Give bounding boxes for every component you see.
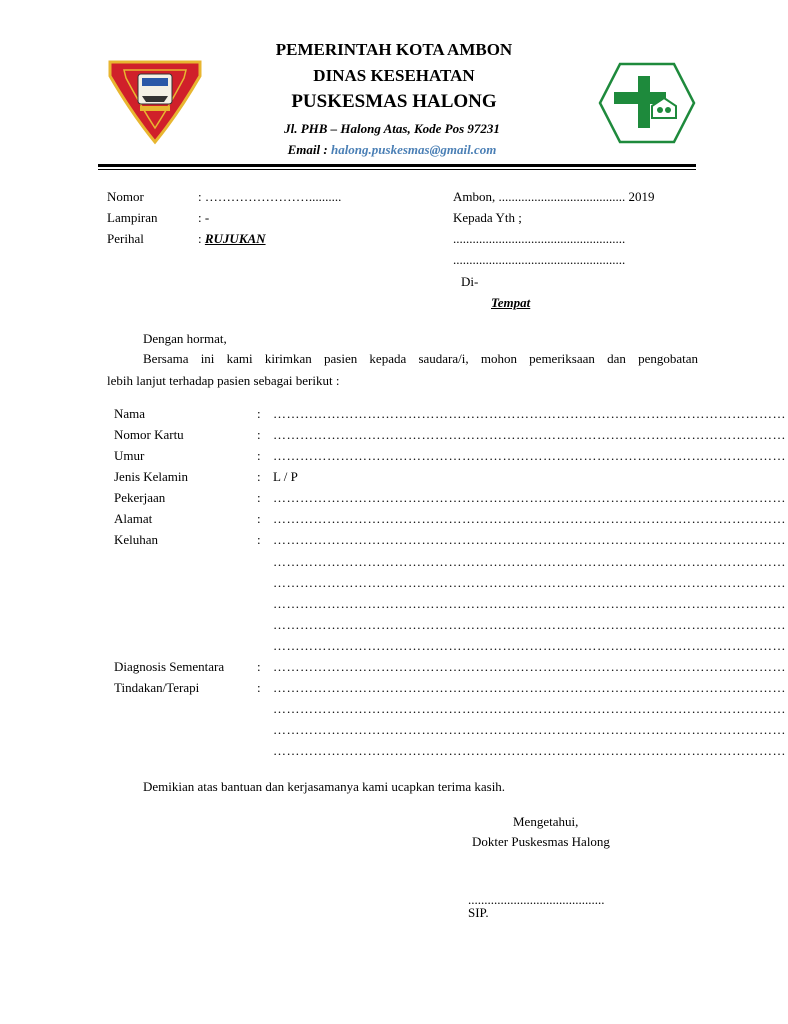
header-government: PEMERINTAH KOTA AMBON xyxy=(275,40,513,59)
field-nama-label: Nama xyxy=(114,406,146,421)
field-nomor-kartu-colon: : xyxy=(257,427,261,442)
field-pekerjaan-colon: : xyxy=(257,490,261,505)
field-diagnosis-colon: : xyxy=(257,659,261,674)
header-rule-thin xyxy=(98,169,696,170)
signature-title: Dokter Puskesmas Halong xyxy=(472,834,610,849)
field-keluhan-dots-5: …………………………………………………………………………………………………… xyxy=(273,617,786,632)
field-umur-colon: : xyxy=(257,448,261,463)
field-alamat-label: Alamat xyxy=(114,511,153,526)
perihal-colon: : xyxy=(198,231,205,246)
field-tindakan-colon: : xyxy=(257,680,261,695)
intro-line-1: Bersama ini kami kirimkan pasien kepada saudara/i, mohon pemeriksaan dan pengobatan xyxy=(143,351,698,366)
field-alamat-dots: …………………………………………………………………………………………………… xyxy=(273,511,786,526)
field-jenis-kelamin-label: Jenis Kelamin xyxy=(114,469,189,484)
header-puskesmas: PUSKESMAS HALONG xyxy=(291,91,497,112)
field-keluhan-dots-4: …………………………………………………………………………………………………… xyxy=(273,596,786,611)
field-tindakan-dots-4: …………………………………………………………………………………………………… xyxy=(273,743,786,758)
field-tindakan-dots-3: …………………………………………………………………………………………………… xyxy=(273,722,786,737)
email-label: Email : xyxy=(287,142,331,157)
field-alamat-colon: : xyxy=(257,511,261,526)
greeting: Dengan hormat, xyxy=(143,331,227,346)
field-keluhan-label: Keluhan xyxy=(114,532,159,547)
tempat-label: Tempat xyxy=(491,295,531,310)
field-keluhan-dots-6: …………………………………………………………………………………………………… xyxy=(273,638,786,653)
header-email xyxy=(0,142,784,158)
lampiran-label: Lampiran xyxy=(107,210,158,225)
kepada-label: Kepada Yth ; xyxy=(453,210,522,225)
field-pekerjaan-dots: …………………………………………………………………………………………………… xyxy=(273,490,786,505)
field-diagnosis-label: Diagnosis Sementara xyxy=(114,659,225,674)
field-jenis-kelamin-colon: : xyxy=(257,469,261,484)
nomor-value: : …………………….......... xyxy=(198,189,342,204)
signature-sip: SIP. xyxy=(468,905,489,920)
signature-name-line: .......................................... xyxy=(468,892,605,907)
field-umur-label: Umur xyxy=(114,448,145,463)
di-label: Di- xyxy=(461,274,479,289)
header-rule-thick xyxy=(98,164,696,167)
signature-mengetahui: Mengetahui, xyxy=(513,814,579,829)
field-tindakan-dots-1: …………………………………………………………………………………………………… xyxy=(273,680,786,695)
field-keluhan-dots-3: …………………………………………………………………………………………………… xyxy=(273,575,786,590)
field-jenis-kelamin-value: L / P xyxy=(273,469,298,484)
city-date: Ambon, ....................................... 2019 xyxy=(453,189,655,204)
email-address: halong.puskesmas@gmail.com xyxy=(330,142,497,157)
recipient-line-2: ..................................................... xyxy=(453,252,626,267)
recipient-line-1: ..................................................... xyxy=(453,231,626,246)
field-tindakan-label: Tindakan/Terapi xyxy=(114,680,200,695)
field-nomor-kartu-dots: …………………………………………………………………………………………………… xyxy=(273,427,786,442)
field-tindakan-dots-2: …………………………………………………………………………………………………… xyxy=(273,701,786,716)
nomor-label: Nomor xyxy=(107,189,144,204)
intro-line-2: lebih lanjut terhadap pasien sebagai berikut : xyxy=(107,373,340,388)
field-keluhan-dots-1: …………………………………………………………………………………………………… xyxy=(273,532,786,547)
field-nama-colon: : xyxy=(257,406,261,421)
perihal-subject: RUJUKAN xyxy=(204,231,266,246)
perihal-value xyxy=(198,231,266,247)
field-keluhan-dots-2: …………………………………………………………………………………………………… xyxy=(273,554,786,569)
lampiran-value: : - xyxy=(198,210,210,225)
field-diagnosis-dots: …………………………………………………………………………………………………… xyxy=(273,659,786,674)
field-pekerjaan-label: Pekerjaan xyxy=(114,490,166,505)
header-address: Jl. PHB – Halong Atas, Kode Pos 97231 xyxy=(284,121,500,136)
field-umur-dots: …………………………………………………………………………………………………… xyxy=(273,448,786,463)
field-nama-dots: …………………………………………………………………………………………………… xyxy=(273,406,786,421)
field-keluhan-colon: : xyxy=(257,532,261,547)
header-department: DINAS KESEHATAN xyxy=(313,66,475,85)
perihal-label: Perihal xyxy=(107,231,144,246)
closing-sentence: Demikian atas bantuan dan kerjasamanya kami ucapkan terima kasih. xyxy=(143,779,506,794)
field-nomor-kartu-label: Nomor Kartu xyxy=(114,427,184,442)
